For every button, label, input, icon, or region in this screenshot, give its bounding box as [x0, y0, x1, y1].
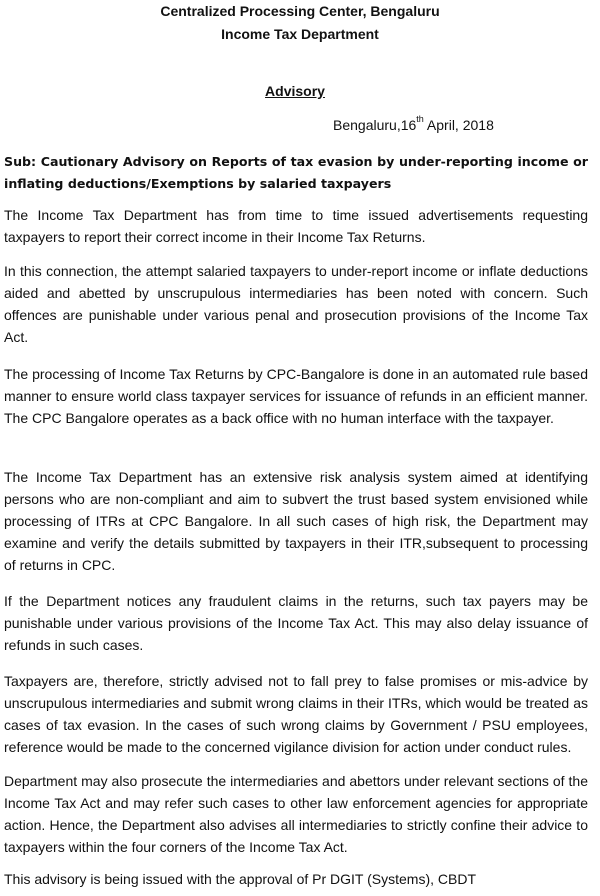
date-rest: April, 2018: [423, 117, 494, 133]
paragraph-5: If the Department notices any fraudulent claims in the returns, such tax payers may be punishable under various provisions of the Income Tax Act. This may also delay issuance of refunds in such cases.: [4, 593, 588, 653]
closing-approval-note: This advisory is being issued with the approval of Pr DGIT (Systems), CBDT: [4, 871, 477, 887]
paragraph-6: Taxpayers are, therefore, strictly advised not to fall prey to false promises or mis-advice by unscrupulous intermediaries and submit wrong claims in their ITRs, which would be treated as cases of tax evasion. In the cases of such wrong claims by Government / PSU employees, reference would be made to the concerned vigilance division for action under conduct rules.: [4, 673, 588, 755]
place-and-date: [333, 116, 494, 134]
paragraph-7: Department may also prosecute the intermediaries and abettors under relevant sections of the Income Tax Act and may refer such cases to other law enforcement agencies for appropriate action. Hence, the Department also advises all intermediaries to strictly confine their advice to taxpayers within the four corners of the Income Tax Act.: [4, 773, 588, 855]
subject-line: Sub: Cautionary Advisory on Reports of tax evasion by under-reporting income or inflating deductions/Exemptions by salaried taxpayers: [4, 154, 588, 191]
header-department-name: Income Tax Department: [221, 26, 379, 42]
document-title: Advisory: [265, 83, 325, 99]
date-ordinal-suffix: th: [416, 114, 424, 125]
paragraph-2: In this connection, the attempt salaried taxpayers to under-report income or inflate deductions aided and abetted by unscrupulous intermediaries has been noted with concern. Such offences are punishable under various penal and prosecution provisions of the Income Tax Act.: [4, 263, 588, 345]
paragraph-3: The processing of Income Tax Returns by CPC-Bangalore is done in an automated rule based manner to ensure world class taxpayer services for issuance of refunds in an efficient manner. The CPC Bangalore operates as a back office with no human interface with the taxpayer.: [4, 366, 588, 426]
header-office-name: Centralized Processing Center, Bengaluru: [160, 3, 440, 19]
date-prefix: Bengaluru,16: [333, 117, 417, 133]
paragraph-1: The Income Tax Department has from time to time issued advertisements requesting taxpayers to report their correct income in their Income Tax Returns.: [4, 207, 588, 245]
paragraph-4: The Income Tax Department has an extensive risk analysis system aimed at identifying persons who are non-compliant and aim to subvert the trust based system envisioned while processing of ITRs at CPC Bangalore. In all such cases of high risk, the Department may examine and verify the details submitted by taxpayers in their ITR,subsequent to processing of returns in CPC.: [4, 469, 588, 573]
